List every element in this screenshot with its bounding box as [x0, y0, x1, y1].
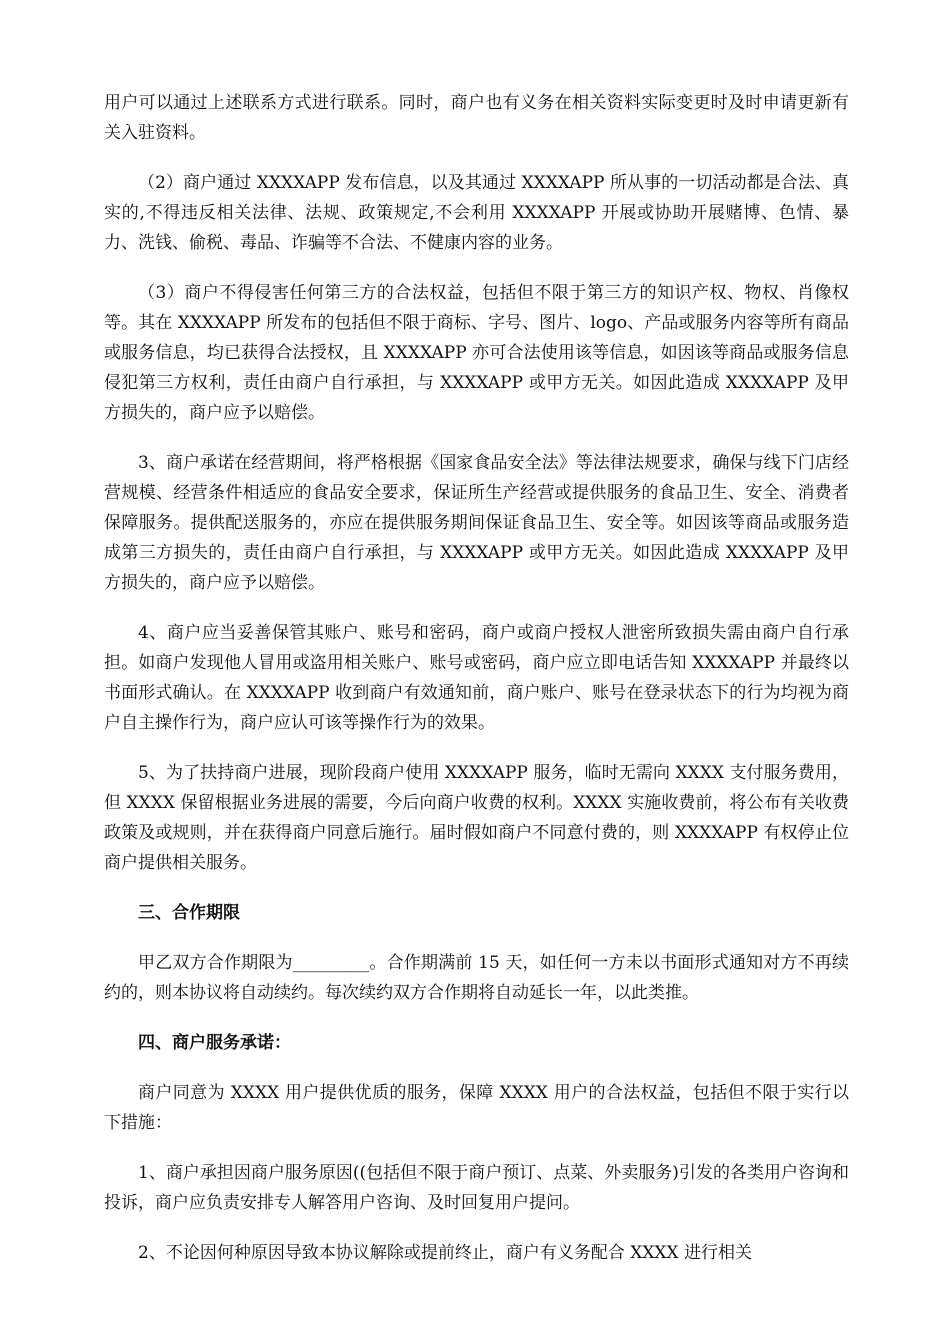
paragraph-legal-content: （2）商户通过 XXXXAPP 发布信息，以及其通过 XXXXAPP 所从事的一切活动都是合法、真实的,不得违反相关法律、法规、政策规定,不会利用 XXXXAPP 开展或协助开展赌博、色情、暴力、洗钱、偷税、毒品、诈骗等不合法、不健康内容的业务。 [104, 173, 849, 253]
paragraph-complaints: 1、商户承担因商户服务原因((包括但不限于商户预订、点菜、外卖服务)引发的各类用户咨询和投诉，商户应负责安排专人解答用户咨询、及时回复用户提问。 [104, 1163, 849, 1213]
paragraph-food-safety: 3、商户承诺在经营期间，将严格根据《国家食品安全法》等法律法规要求，确保与线下门店经营规模、经营条件相适应的食品安全要求，保证所生产经营或提供服务的食品卫生、安全、消费者保障服务。提供配送服务的，亦应在提供服务期间保证食品卫生、安全等。如因该等商品或服务造成第三方损失的，责任由商户自行承担，与 XXXXAPP 或甲方无关。如因此造成 XXXXAPP 及甲方损失的，商户应予以赔偿。 [104, 453, 849, 593]
paragraph-account-security: 4、商户应当妥善保管其账户、账号和密码，商户或商户授权人泄密所致损失需由商户自行承担。如商户发现他人冒用或盗用相关账户、账号或密码，商户应立即电话告知 XXXXAPP 并最终以书面形式确认。在 XXXXAPP 收到商户有效通知前，商户账户、账号在登录状态下的行为均视为商户自主操作行为，商户应认可该等操作行为的效果。 [104, 623, 849, 733]
section-heading-term: 三、合作期限 [138, 903, 240, 923]
paragraph-service-fees: 5、为了扶持商户进展，现阶段商户使用 XXXXAPP 服务，临时无需向 XXXX 支付服务费用，但 XXXX 保留根据业务进展的需要，今后向商户收费的权利。XXXX 实施收费前，将公布有关收费政策及或规则，并在获得商户同意后施行。届时假如商户不同意付费的，则 XXXXAPP 有权停止位商户提供相关服务。 [104, 763, 849, 873]
paragraph-cooperation-term: 甲乙双方合作期限为_________。合作期满前 15 天，如任何一方未以书面形式通知对方不再续约的，则本协议将自动续约。每次续约双方合作期将自动延长一年，以此类推。 [104, 953, 849, 1003]
paragraph-contact-update: 用户可以通过上述联系方式进行联系。同时，商户也有义务在相关资料实际变更时及时申请更新有关入驻资料。 [104, 93, 849, 143]
paragraph-commitment-intro: 商户同意为 XXXX 用户提供优质的服务，保障 XXXX 用户的合法权益，包括但不限于实行以下措施： [104, 1083, 849, 1133]
document-page [104, 88, 849, 1288]
paragraph-third-party-rights: （3）商户不得侵害任何第三方的合法权益，包括但不限于第三方的知识产权、物权、肖像权等。其在 XXXXAPP 所发布的包括但不限于商标、字号、图片、logo、产品或服务内容等所有商品或服务信息，均已获得合法授权，且 XXXXAPP 亦可合法使用该等信息，如因该等商品或服务信息侵犯第三方权利，责任由商户自行承担，与 XXXXAPP 或甲方无关。如因此造成 XXXXAPP 及甲方损失的，商户应予以赔偿。 [104, 283, 849, 423]
paragraph-termination: 2、不论因何种原因导致本协议解除或提前终止，商户有义务配合 XXXX 进行相关 [138, 1243, 753, 1263]
section-heading-commitment: 四、商户服务承诺： [138, 1033, 291, 1053]
